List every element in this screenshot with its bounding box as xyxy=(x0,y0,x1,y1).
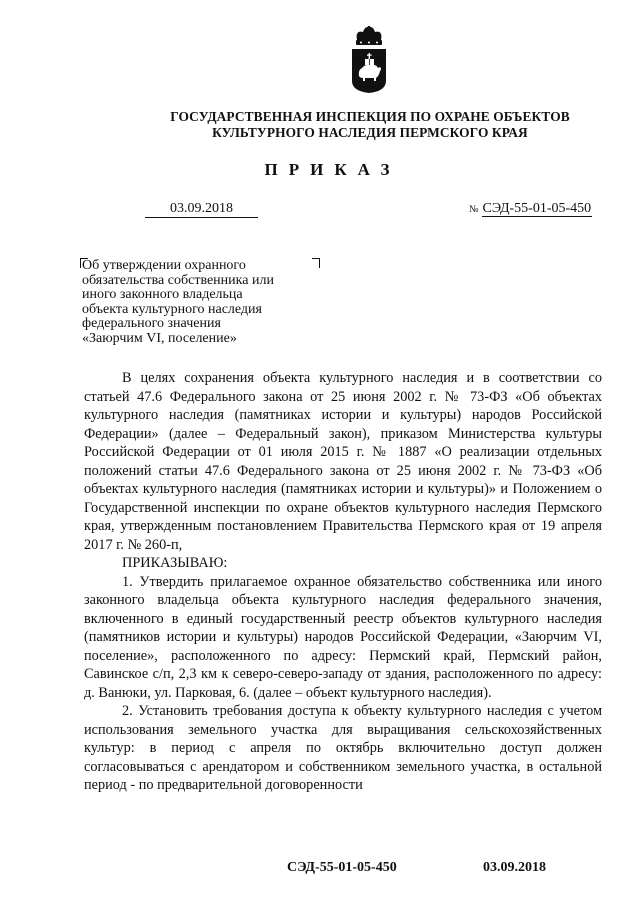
organization-name-line1: ГОСУДАРСТВЕННАЯ ИНСПЕКЦИЯ ПО ОХРАНЕ ОБЪЕКТОВ xyxy=(170,109,570,124)
order-number: СЭД-55-01-05-450 xyxy=(482,201,592,216)
preamble-paragraph: В целях сохранения объекта культурного наследия и в соответствии со статьей 47.6 Федерального закона от 25 июня 2002 г. № 73-ФЗ «Об объектах культурного наследия (памятниках истории и культуры) народов Российской Федерации» (далее – Федеральный закон), приказом Министерства культуры Российской Федерации от 01 июля 2015 г. № 1887 «О реализации отдельных положений статьи 47.6 Федерального закона от 25 июня 2002 г. № 73-ФЗ «Об объектах культурного наследия (памятниках истории и культуры)» и Положением о Государственной инспекции по охране объектов культурного наследия Пермского края, утвержденным постановлением Правительства Пермского края от 19 апреля 2017 г. № 260-п, xyxy=(84,370,602,553)
subject-line: иного законного владельца xyxy=(82,287,243,303)
order-date: 03.09.2018 xyxy=(145,201,258,218)
order-item-2: 2. Установить требования доступа к объекту культурного наследия с учетом использования земельного участка для выращивания сельскохозяйственных культур: в период с апреля по октябрь включительно доступ должен согласовываться с арендатором и собственником земельного участка, в остальной период - по предварительной договоренности xyxy=(84,703,602,793)
organization-name-line2: КУЛЬТУРНОГО НАСЛЕДИЯ ПЕРМСКОГО КРАЯ xyxy=(212,124,528,140)
footer-number: СЭД-55-01-05-450 xyxy=(287,860,397,875)
order-subject xyxy=(82,259,322,347)
order-item-1: 1. Утвердить прилагаемое охранное обязательство собственника или иного законного владельца объекта культурного наследия федерального значения, включенного в единый государственный реестр объектов культурного наследия (памятников истории и культуры) народов Российской Федерации, «Заюрчим VI, поселение», расположенного по адресу: Пермский край, Пермский район, Савинское с/п, 2,3 км к северо-северо-западу от здания, расположенного по адресу: д. Ванюки, ул. Парковая, 6. (далее – объект культурного наследия). xyxy=(84,573,602,701)
footer-date: 03.09.2018 xyxy=(483,860,546,875)
subject-line: обязательства собственника или xyxy=(82,272,274,288)
document-type-title: ПРИКАЗ xyxy=(264,160,401,179)
order-body xyxy=(84,369,602,795)
order-number-block xyxy=(469,201,592,218)
subject-line: «Заюрчим VI, поселение» xyxy=(82,330,237,346)
subject-line: объекта культурного наследия xyxy=(82,301,262,317)
subject-line: федерального значения xyxy=(82,316,221,332)
coat-of-arms-icon xyxy=(349,26,389,94)
order-directive: ПРИКАЗЫВАЮ: xyxy=(122,555,228,571)
number-sign: № xyxy=(469,204,479,215)
organization-name xyxy=(140,109,600,140)
subject-line: Об утверждении охранного xyxy=(82,258,246,273)
